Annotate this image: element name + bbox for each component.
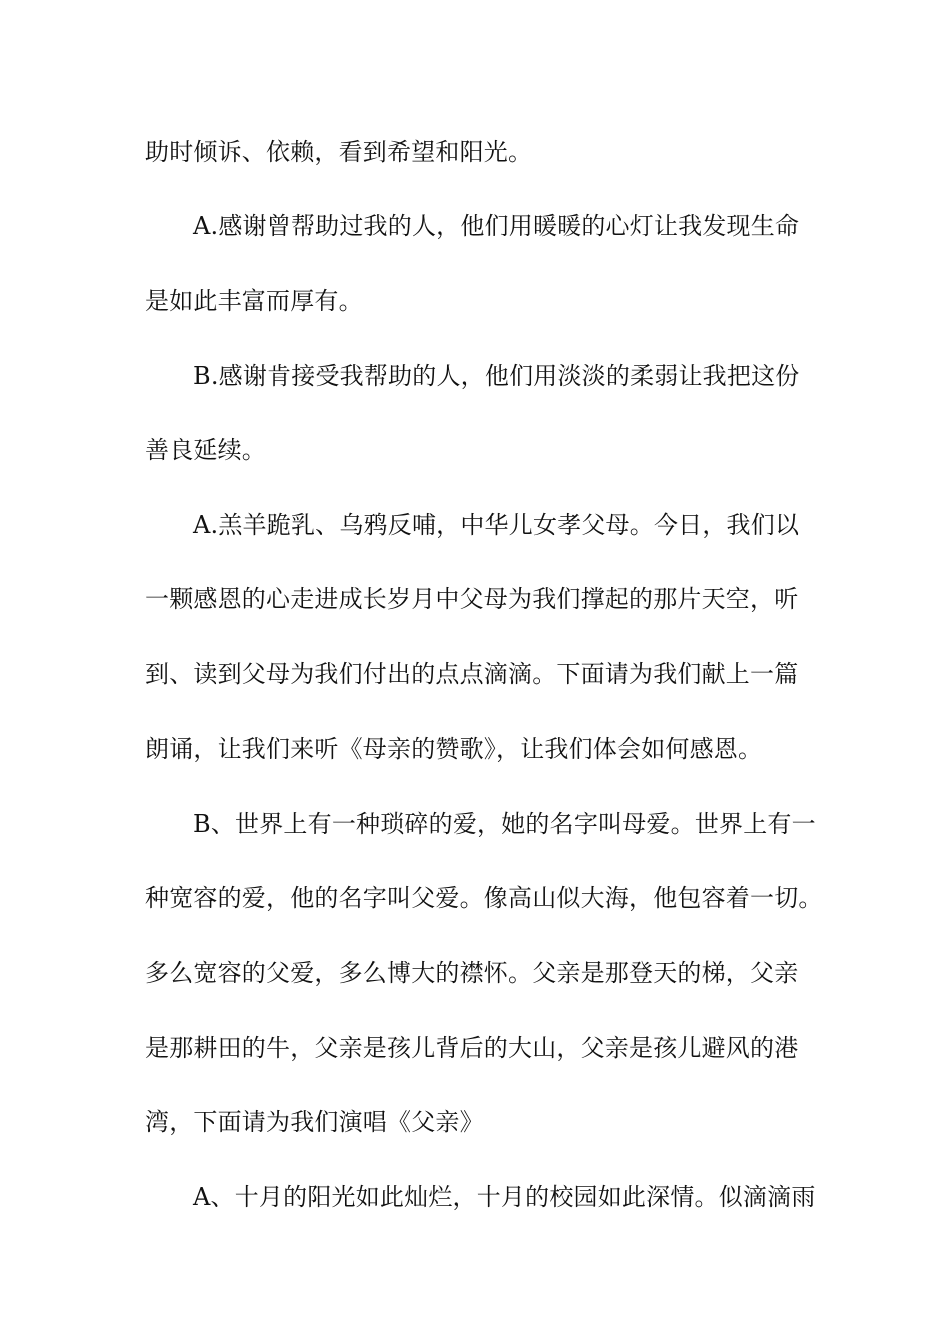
- text-line: 到、读到父母为我们付出的点点滴滴。下面请为我们献上一篇: [145, 660, 799, 688]
- text-line: 善良延续。: [145, 436, 266, 464]
- text-line: B.感谢肯接受我帮助的人，他们用淡淡的柔弱让我把这份: [193, 362, 800, 390]
- text-line: 一颗感恩的心走进成长岁月中父母为我们撑起的那片天空，听: [145, 585, 799, 613]
- text-line: 种宽容的爱，他的名字叫父爱。像高山似大海，他包容着一切。: [145, 884, 823, 912]
- text-line: A.感谢曾帮助过我的人，他们用暖暖的心灯让我发现生命: [193, 212, 800, 240]
- text-line: 是那耕田的牛，父亲是孩儿背后的大山，父亲是孩儿避风的港: [145, 1034, 799, 1062]
- text-line: A.羔羊跪乳、乌鸦反哺，中华儿女孝父母。今日，我们以: [193, 511, 800, 539]
- text-line: 是如此丰富而厚有。: [145, 287, 363, 315]
- text-line: 多么宽容的父爱，多么博大的襟怀。父亲是那登天的梯，父亲: [145, 959, 799, 987]
- text-line: 助时倾诉、依赖，看到希望和阳光。: [145, 138, 533, 166]
- text-line: 朗诵，让我们来听《母亲的赞歌》，让我们体会如何感恩。: [145, 735, 763, 763]
- text-line: A、十月的阳光如此灿烂，十月的校园如此深情。似滴滴雨: [193, 1183, 816, 1211]
- text-line: B、世界上有一种琐碎的爱，她的名字叫母爱。世界上有一: [193, 810, 816, 838]
- text-line: 湾，下面请为我们演唱《父亲》: [145, 1108, 484, 1136]
